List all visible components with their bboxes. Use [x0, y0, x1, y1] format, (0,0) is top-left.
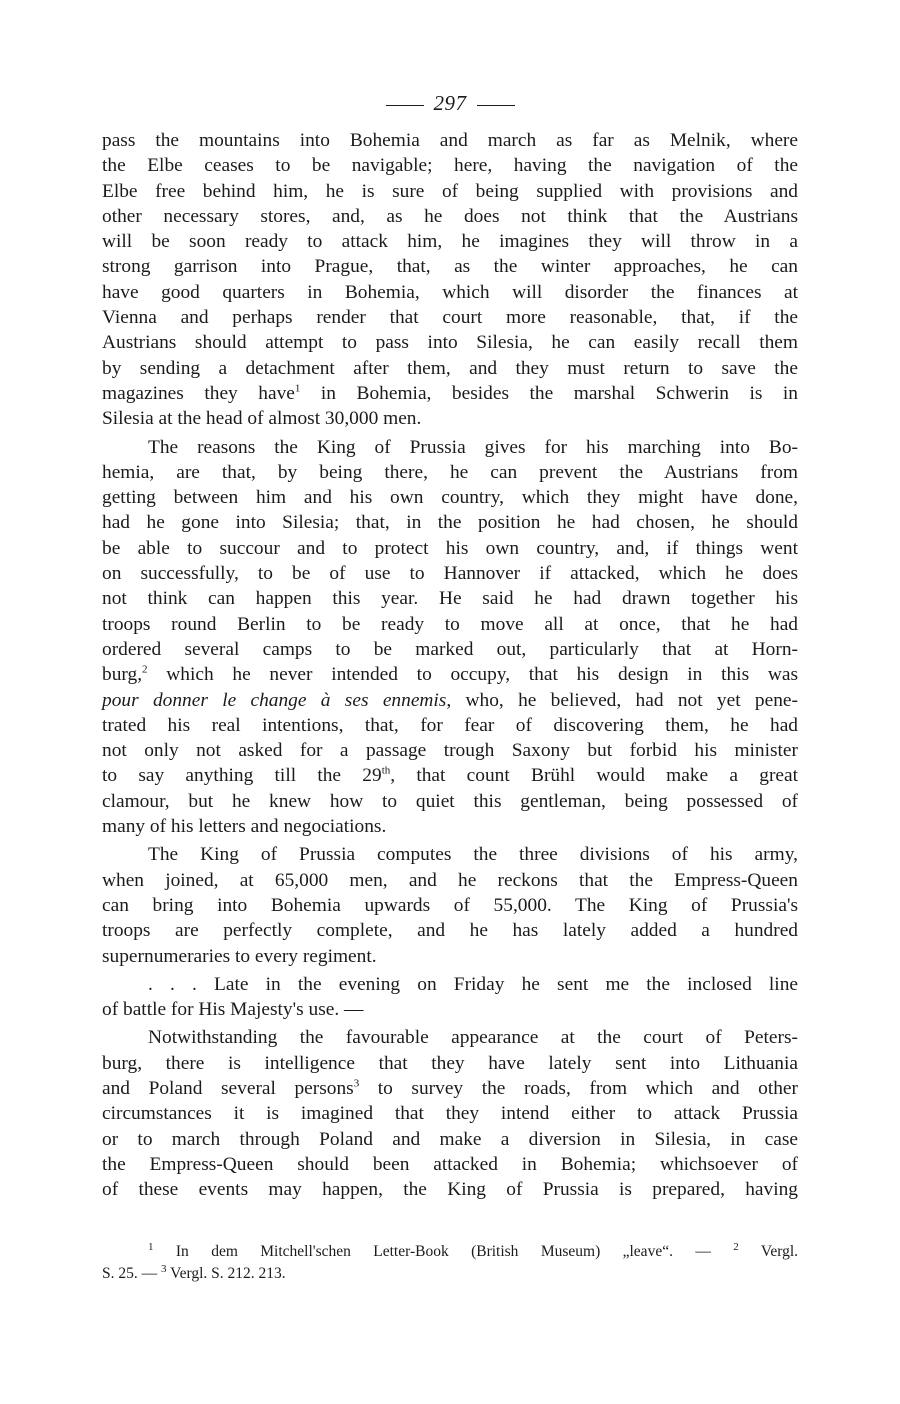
text-line: the Elbe ceases to be navigable; here, having the navigation of the — [102, 155, 798, 177]
text-line: hemia, are that, by being there, he can prevent the Austrians from — [102, 461, 798, 483]
paragraph-4 — [102, 972, 798, 1023]
footnote-line — [102, 1263, 798, 1285]
text-line: Elbe free behind him, he is sure of being supplied with provisions and — [102, 180, 798, 202]
text-segment: to say anything till the 29 — [102, 765, 382, 787]
text-line: burg, there is intelligence that they have lately sent into Lithuania — [102, 1052, 798, 1074]
header-rule-right — [477, 105, 515, 106]
text-line: The King of Prussia computes the three divisions of his army, — [148, 844, 798, 866]
text-line: had he gone into Silesia; that, in the position he had chosen, he should — [102, 512, 798, 534]
text-line: many of his letters and negociations. — [102, 816, 387, 838]
text-line: other necessary stores, and, as he does not think that the Austrians — [102, 205, 798, 227]
footnotes — [102, 1241, 798, 1285]
footnote-ref-2: 2 — [142, 663, 148, 676]
text-line — [102, 1076, 798, 1101]
text-segment: magazines they have — [102, 382, 295, 404]
paragraph-1 — [102, 128, 798, 432]
text-line — [102, 381, 798, 406]
paragraph-5 — [102, 1025, 798, 1202]
text-line — [102, 662, 798, 687]
text-line: the Empress-Queen should been attacked in Bohemia; whichsoever of — [102, 1153, 798, 1175]
footnote-text: S. 25. — — [102, 1265, 161, 1282]
paragraph-3 — [102, 842, 798, 968]
footnote-ref-1: 1 — [294, 382, 301, 395]
text-line: Silesia at the head of almost 30,000 men. — [102, 408, 422, 430]
text-line: circumstances it is imagined that they intend either to attack Prussia — [102, 1103, 798, 1125]
text-segment: , who, he believed, had not yet pene- — [446, 689, 798, 711]
ordinal-suffix: th — [381, 764, 391, 777]
footnote-text: In dem Mitchell'schen Letter-Book (British Museum) „leave“. — — [175, 1243, 734, 1260]
footnote-text: Vergl. — [738, 1243, 799, 1260]
text-line: Austrians should attempt to pass into Silesia, he can easily recall them — [102, 332, 798, 354]
text-line: getting between him and his own country, which they might have done, — [102, 487, 798, 509]
text-segment: in Bohemia, besides the marshal Schwerin is in — [300, 382, 798, 404]
page-number: 297 — [433, 91, 467, 115]
text-line: of battle for His Majesty's use. — — [102, 999, 364, 1021]
text-segment: to survey the roads, from which and other — [359, 1077, 798, 1099]
text-line: be able to succour and to protect his own country, and, if things went — [102, 537, 798, 559]
header-rule-left — [386, 105, 424, 106]
text-line: have good quarters in Bohemia, which will disorder the finances at — [102, 281, 798, 303]
footnote-mark-1: 1 — [148, 1240, 154, 1253]
text-line: clamour, but he knew how to quiet this gentleman, being possessed of — [102, 790, 798, 812]
text-line: troops round Berlin to be ready to move all at once, that he had — [102, 613, 798, 635]
text-line: of these events may happen, the King of Prussia is prepared, having — [102, 1179, 798, 1201]
text-line: . . . Late in the evening on Friday he sent me the inclosed line — [148, 973, 798, 995]
text-line: can bring into Bohemia upwards of 55,000. The King of Prussia's — [102, 894, 798, 916]
footnote-text: Vergl. S. 212. 213. — [166, 1265, 286, 1282]
text-line: strong garrison into Prague, that, as the winter approaches, he can — [102, 256, 798, 278]
footnote-mark-2: 2 — [733, 1240, 739, 1253]
text-line — [102, 688, 798, 713]
paragraph-2 — [102, 435, 798, 840]
text-line: supernumeraries to every regiment. — [102, 945, 377, 967]
text-line: when joined, at 65,000 men, and he reckons that the Empress-Queen — [102, 869, 798, 891]
text-line: by sending a detachment after them, and they must return to save the — [102, 357, 798, 379]
italic-phrase: pour donner le change à ses ennemis — [102, 689, 447, 711]
text-line: ordered several camps to be marked out, particularly that at Horn- — [102, 638, 798, 660]
text-line: pass the mountains into Bohemia and march as far as Melnik, where — [102, 130, 798, 151]
footnote-mark-3: 3 — [161, 1262, 167, 1275]
text-segment: which he never intended to occupy, that his design in this was — [147, 664, 798, 686]
text-line: or to march through Poland and make a diversion in Silesia, in case — [102, 1128, 798, 1150]
text-segment: and Poland several persons — [102, 1077, 354, 1099]
text-line — [102, 763, 798, 788]
text-line: Notwithstanding the favourable appearance at the court of Peters- — [148, 1027, 798, 1049]
text-line: troops are perfectly complete, and he has lately added a hundred — [102, 920, 798, 942]
text-line: Vienna and perhaps render that court more reasonable, that, if the — [102, 307, 798, 329]
text-segment: , that count Brühl would make a great — [390, 765, 799, 787]
page-content — [102, 88, 798, 1202]
text-line: not only not asked for a passage trough Saxony but forbid his minister — [102, 740, 798, 762]
text-line: not think can happen this year. He said he had drawn together his — [102, 588, 798, 610]
text-segment: burg, — [102, 664, 143, 686]
text-line: The reasons the King of Prussia gives for his marching into Bo- — [148, 436, 798, 458]
footnote-line — [102, 1241, 798, 1263]
text-line: will be soon ready to attack him, he imagines they will throw in a — [102, 231, 798, 253]
text-line: on successfully, to be of use to Hannover if attacked, which he does — [102, 563, 798, 585]
footnote-ref-3: 3 — [353, 1077, 360, 1090]
text-line: trated his real intentions, that, for fear of discovering them, he had — [102, 714, 798, 736]
page-header — [102, 88, 798, 128]
